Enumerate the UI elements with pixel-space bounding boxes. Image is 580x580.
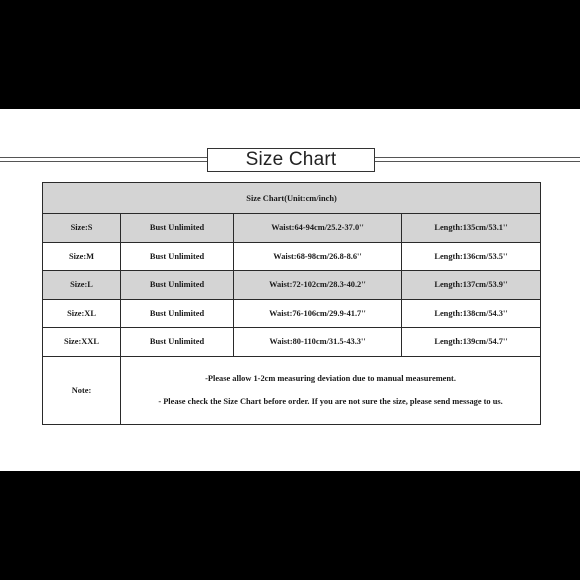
length-cell: Length:137cm/53.9'' <box>402 271 541 300</box>
note-label: Note: <box>43 356 121 424</box>
title-box <box>207 148 375 172</box>
length-cell: Length:135cm/53.1'' <box>402 214 541 243</box>
size-cell: Size:L <box>43 271 121 300</box>
note-line: -Please allow 1-2cm measuring deviation due to manual measurement. <box>205 374 456 383</box>
size-cell: Size:S <box>43 214 121 243</box>
table-caption: Size Chart(Unit:cm/inch) <box>43 183 541 214</box>
title-rule-right-top <box>375 157 580 158</box>
size-cell: Size:XL <box>43 299 121 328</box>
note-row <box>43 356 541 424</box>
page-title: Size Chart <box>245 149 337 170</box>
bust-cell: Bust Unlimited <box>121 299 234 328</box>
title-rule-left-top <box>0 157 207 158</box>
waist-cell: Waist:76-106cm/29.9-41.7'' <box>234 299 402 328</box>
bust-cell: Bust Unlimited <box>121 242 234 271</box>
bust-cell: Bust Unlimited <box>121 328 234 357</box>
waist-cell: Waist:80-110cm/31.5-43.3'' <box>234 328 402 357</box>
size-chart-table <box>42 182 541 425</box>
table-row <box>43 214 541 243</box>
title-rule-right-bottom <box>375 161 580 162</box>
length-cell: Length:139cm/54.7'' <box>402 328 541 357</box>
waist-cell: Waist:68-98cm/26.8-8.6'' <box>234 242 402 271</box>
title-rule-left-bottom <box>0 161 207 162</box>
table-row <box>43 242 541 271</box>
size-cell: Size:XXL <box>43 328 121 357</box>
note-line: - Please check the Size Chart before order. If you are not sure the size, please send message to us. <box>158 397 503 406</box>
length-cell: Length:136cm/53.5'' <box>402 242 541 271</box>
bust-cell: Bust Unlimited <box>121 271 234 300</box>
waist-cell: Waist:72-102cm/28.3-40.2'' <box>234 271 402 300</box>
note-content <box>121 356 541 424</box>
table-row <box>43 299 541 328</box>
table-header-row <box>43 183 541 214</box>
waist-cell: Waist:64-94cm/25.2-37.0'' <box>234 214 402 243</box>
table-row <box>43 271 541 300</box>
table-row <box>43 328 541 357</box>
length-cell: Length:138cm/54.3'' <box>402 299 541 328</box>
bust-cell: Bust Unlimited <box>121 214 234 243</box>
size-cell: Size:M <box>43 242 121 271</box>
size-chart-panel <box>0 109 580 471</box>
